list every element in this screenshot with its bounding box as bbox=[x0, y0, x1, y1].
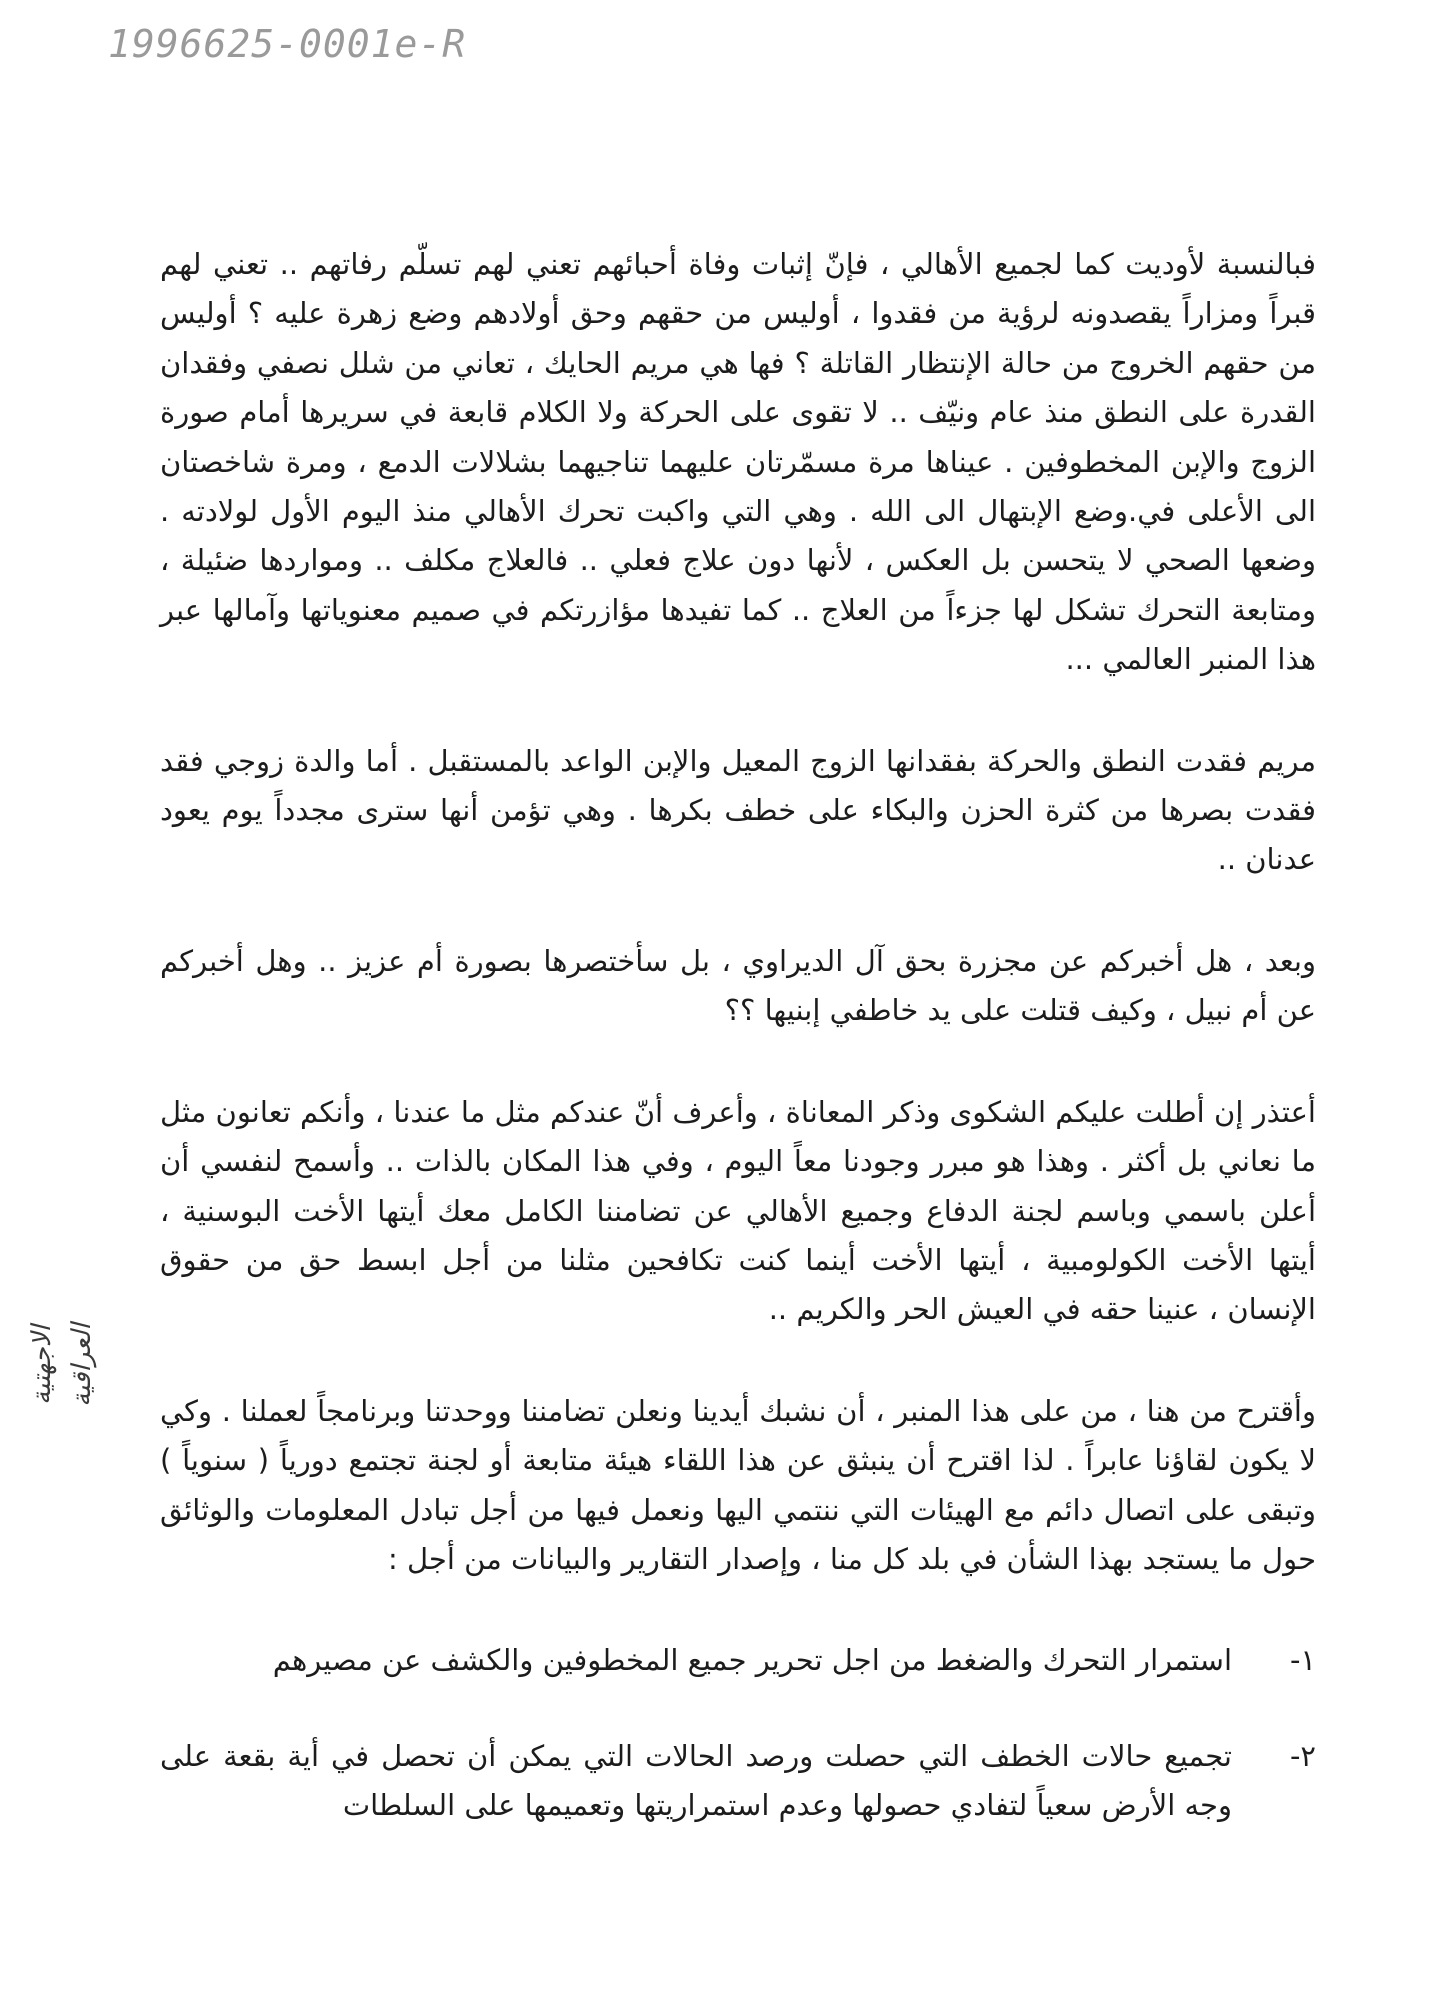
list-item-2 bbox=[160, 1732, 1316, 1831]
letter-body bbox=[160, 240, 1316, 1877]
list-item-number: ٢- bbox=[1289, 1738, 1316, 1773]
list-item-1 bbox=[160, 1636, 1316, 1685]
margin-note-line-2: العراقية bbox=[67, 1323, 97, 1407]
margin-note-line-1: الاجهتية bbox=[27, 1325, 57, 1405]
list-item-text: تجميع حالات الخطف التي حصلت ورصد الحالات التي يمكن أن تحصل في أية بقعة على وجه الأرض سعياً لتفادي حصولها وعدم استمراريتها وتعميمها على السلطات bbox=[160, 1738, 1232, 1823]
paragraph-4: أعتذر إن أطلت عليكم الشكوى وذكر المعاناة ، وأعرف أنّ عندكم مثل ما عندنا ، وأنكم تعانون مثل ما نعاني بل أكثر . وهذا هو مبرر وجودنا معاً اليوم ، وفي هذا المكان بالذات .. وأسمح لنفسي أن أعلن باسمي وباسم لجنة الدفاع وجميع الأهالي عن تضامننا الكامل معك أيتها الأخت البوسنية ، أيتها الأخت الكولومبية ، أيتها الأخت أينما كنت تكافحين مثلنا من أجل ابسط حق من حقوق الإنسان ، عنينا حقه في العيش الحر والكريم .. bbox=[160, 1094, 1316, 1327]
paragraph-5: وأقترح من هنا ، من على هذا المنبر ، أن نشبك أيدينا ونعلن تضامننا ووحدتنا وبرنامجاً لعملنا . وكي لا يكون لقاؤنا عابراً . لذا اقترح أن ينبثق عن هذا اللقاء هيئة متابعة أو لجنة تجتمع دورياً ( سنوياً ) وتبقى على اتصال دائم مع الهيئات التي ننتمي اليها ونعمل فيها من أجل تبادل المعلومات والوثائق حول ما يستجد بهذا الشأن في بلد كل منا ، وإصدار التقارير والبيانات من أجل : bbox=[160, 1393, 1316, 1576]
document-stamp: 1996625-0001e-R bbox=[108, 22, 467, 66]
paragraph-3: وبعد ، هل أخبركم عن مجزرة بحق آل الديراوي ، بل سأختصرها بصورة أم عزيز .. وهل أخبركم عن أم نبيل ، وكيف قتلت على يد خاطفي إبنيها ؟؟ bbox=[160, 943, 1316, 1028]
handwritten-margin-note bbox=[20, 1290, 110, 1440]
list-item-text: استمرار التحرك والضغط من اجل تحرير جميع المخطوفين والكشف عن مصيرهم bbox=[272, 1643, 1232, 1678]
paragraph-1: فبالنسبة لأوديت كما لجميع الأهالي ، فإنّ إثبات وفاة أحبائهم تعني لهم تسلّم رفاتهم .. تعني لهم قبراً ومزاراً يقصدونه لرؤية من فقدوا ، أوليس من حقهم وحق أولادهم وضع زهرة عليه ؟ أوليس من حقهم الخروج من حالة الإنتظار القاتلة ؟ فها هي مريم الحايك ، تعاني من شلل نصفي وفقدان القدرة على النطق منذ عام ونيّف .. لا تقوى على الحركة ولا الكلام قابعة في سريرها أمام صورة الزوج والإبن المخطوفين . عيناها مرة مسمّرتان عليهما تناجيهما بشلالات الدمع ، ومرة شاخصتان الى الأعلى في.وضع الإبتهال الى الله . وهي التي واكبت تحرك الأهالي منذ اليوم الأول لولادته . وضعها الصحي لا يتحسن بل العكس ، لأنها دون علاج فعلي .. فالعلاج مكلف .. ومواردها ضئيلة ، ومتابعة التحرك تشكل لها جزءاً من العلاج .. كما تفيدها مؤازرتكم في صميم معنوياتها وآمالها عبر هذا المنبر العالمي ... bbox=[160, 247, 1316, 677]
list-item-number: ١- bbox=[1289, 1643, 1316, 1678]
paragraph-2: مريم فقدت النطق والحركة بفقدانها الزوج المعيل والإبن الواعد بالمستقبل . أما والدة زوجي فقد فقدت بصرها من كثرة الحزن والبكاء على خطف بكرها . وهي تؤمن أنها سترى مجدداً يوم يعود عدنان .. bbox=[160, 743, 1316, 877]
